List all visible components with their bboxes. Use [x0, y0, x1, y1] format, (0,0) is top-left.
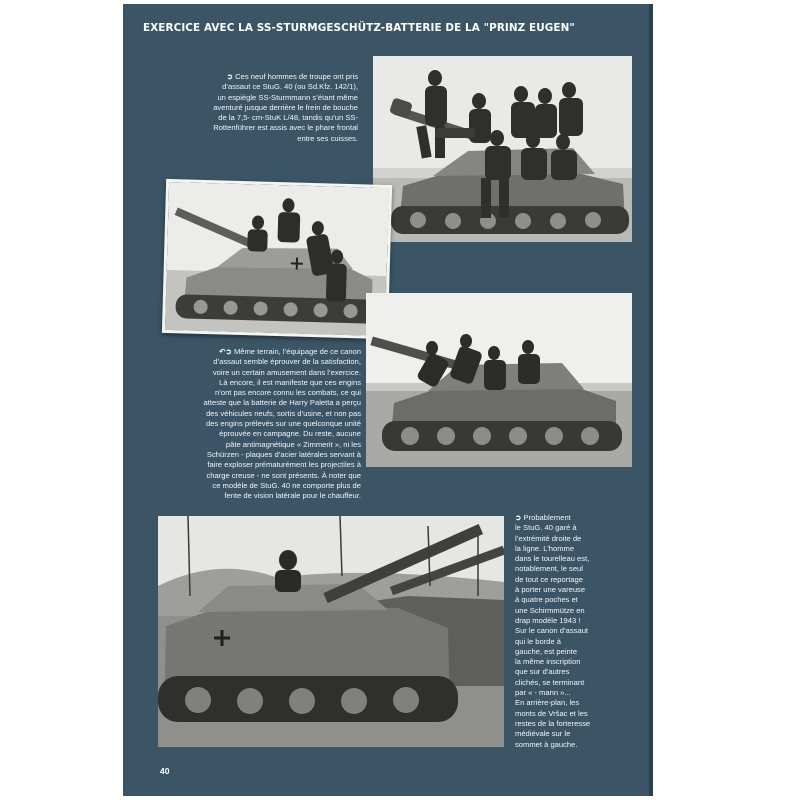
caption-middle: ↶➲ Même terrain, l’équipage de ce canon d’assaut semble éprouver de la satisfaction, voire un certain amusement dans l’exercice. Là encore, il est manifeste que ces engins n’ont pas encore connu les combats, ce qui atteste que la batterie de Harry Paletta a perçu des véhicules neufs, sortis d’usine, et non pas des engins prélevés sur une quelconque unité éprouvée en campagne. Du reste, aucune pâte antimagnétique « Zimmerit », ni les Schürzen - plaques d’acier latérales servant à faire exploser prématurément les projectiles à charge creuse - ne sont présents. À noter que ce modèle de StuG. 40 ne comporte plus de fente de vision latérale pour le chauffeur. — [203, 347, 361, 501]
photo-crew-climbing-stug — [162, 179, 392, 339]
arrow-left-icon: ➲ — [515, 513, 522, 522]
page-spine-edge — [649, 4, 653, 796]
caption-top: ➲ Ces neuf hommes de troupe ont pris d’assaut ce StuG. 40 (ou Sd.Kfz. 142/1), un espiègle SS-Sturmmann s’étant même aventuré jusque derrière le frein de bouche de la 7,5- cm-StuK L/48, tandis qu’un SS- Rottenführer est assis avec le phare frontal entre ses cuisses. — [213, 72, 358, 143]
magazine-page — [123, 4, 651, 796]
caption-bottom: ➲ Probablement le StuG. 40 garé à l’extrémité droite de la ligne. L’homme dans le tourelleau est, notablement, le seul de tout ce reportage à porter une vareuse à quatre poches et une Schirmmütze en drap modèle 1943 ! Sur le canon d’assaut qui le borde à gauche, est peinte la même inscription que sur d’autres clichés, se terminant par « - mann »... En arrière-plan, les monts de Vršac et les restes de la forteresse médiévale sur le sommet à gauche. — [515, 513, 591, 749]
photo-crew-on-stug-field — [366, 293, 632, 467]
page-number: 40 — [160, 766, 170, 776]
page-title: EXERCICE AVEC LA SS-STURMGESCHÜTZ-BATTERIE DE LA "PRINZ EUGEN" — [143, 22, 575, 34]
photo-stug-column-commander — [158, 516, 504, 747]
arrow-right-icon: ➲ — [226, 72, 234, 81]
photo-soldiers-on-stug — [373, 56, 632, 242]
arrow-up-right-icon: ↶➲ — [219, 347, 232, 356]
